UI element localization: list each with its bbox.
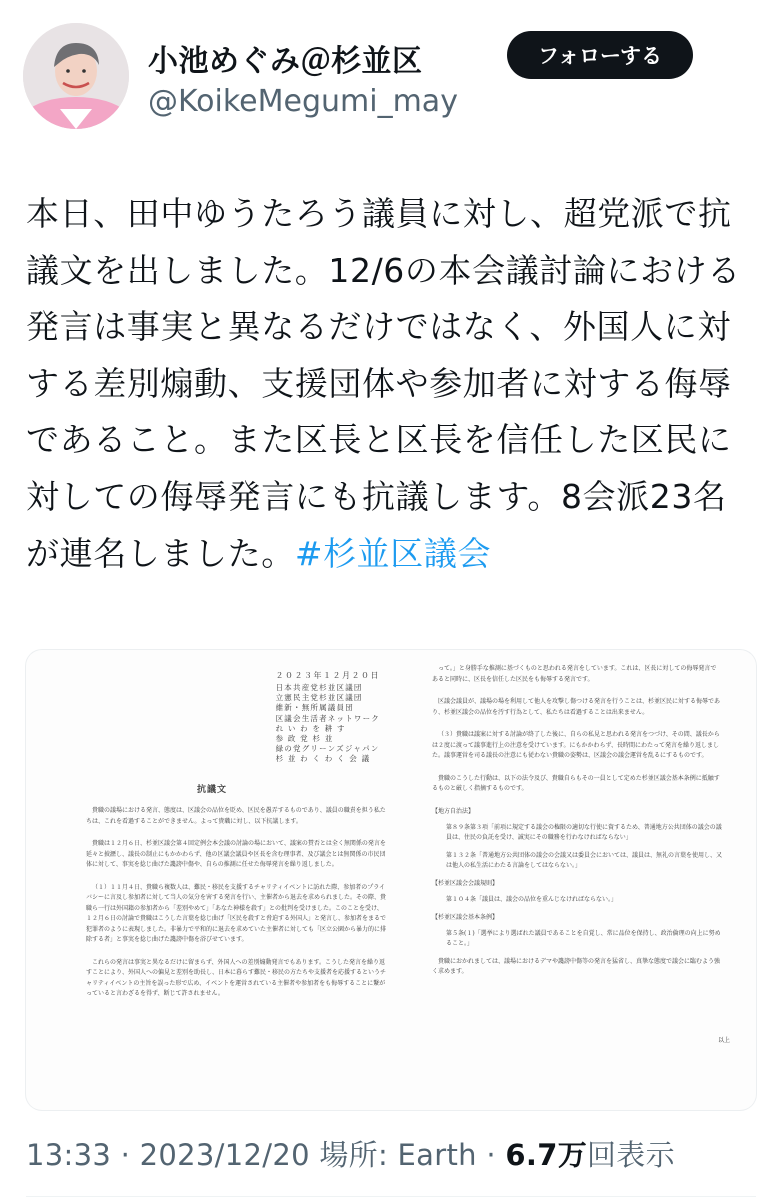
avatar[interactable] [23, 23, 129, 129]
document-paragraph: 区議会議員が、議場の場を利用して他人を攻撃し傷つける発言を行うことは、杉並区民に対する侮辱であり、杉並区議会の品位を汚す行為として、私たちは看過することは出来ません。 [432, 698, 721, 716]
document-right-body [432, 664, 722, 990]
document-paragraph: 貴職は１２月６日、杉並区議会第４回定例会本会議の討論の場において、議案の賛否とは全く無関係の発言を延々と披瀝し、議長の制止にもかかわらず、他の区議会議員や区長を含む理事者、及び議会とは無関係の市民団体に対して、事実を捻じ曲げた讒謗中傷や、自らの推測に任せた侮辱発言を繰り返しました。 [86, 840, 386, 868]
law-text: 第８９条第３項「前項に規定する議会の権限の適切な行使に資するため、普通地方公共団体の議会の議員は、住民の負託を受け、誠実にその職務を行わなければならない」 [446, 823, 722, 841]
document-page-left [26, 650, 398, 1110]
document-closing: 貴職におかれましては、議場におけるデマや讒謗中傷等の発言を猛省し、真摯な態度で議会に臨むよう強く求めます。 [432, 957, 721, 975]
signatory: 緑の党グリーンズジャパン [275, 744, 380, 754]
signatory: れ い わ を 耕 す [275, 723, 346, 733]
tweet-body: 本日、田中ゆうたろう議員に対し、超党派で抗議文を出しました。12/6の本会議討論における発言は事実と異なるだけではなく、外国人に対する差別煽動、支援団体や参加者に対する侮辱であること。また区長と区長を信任した区民に対しての侮辱発言にも抗議します。8会派23名が連名しました。 [26, 194, 741, 573]
view-count-label: 回表示 [587, 1138, 675, 1172]
document-paragraph: これらの発言は事実と異なるだけに留まらず、外国人への差別煽動発言でもあります。こうした発言を繰り返すことにより、外国人への偏見と差別を助長し、日本に暮らす難民・移民の方たちや支援者を応援するというチャリティイベントの主旨を誤った形で広め、イベントを運営されている主催者や参加者をも侮辱することに繋がっていると言わざるを得ず、断じて許されません。 [86, 958, 387, 997]
law-text: 第１０４条「議員は、議会の品位を重んじなければならない。」 [446, 895, 618, 903]
view-count[interactable]: 6.7万 [505, 1138, 587, 1172]
tweet-time[interactable]: 13:33 [26, 1138, 112, 1172]
hashtag-link[interactable]: #杉並区議会 [294, 533, 492, 573]
tweet-header [0, 0, 771, 160]
signatory: 区議会生活者ネットワーク [275, 713, 380, 723]
tweet-date[interactable]: 2023/12/20 [139, 1138, 310, 1172]
document-paragraph: って。」と身勝手な推測に基づくものと思われる発言をしています。これは、区長に対しての侮辱発言であると同時に、区長を信任した区民をも侮辱する発言です。 [432, 665, 717, 683]
follow-button[interactable]: フォローする [507, 31, 693, 79]
tweet-text [26, 186, 756, 582]
document-signatories [276, 683, 380, 765]
law-heading: 【杉並区議会会議規則】 [432, 879, 499, 887]
document-page-right [398, 650, 756, 1110]
user-handle[interactable]: @KoikeMegumi_may [148, 84, 458, 119]
divider [26, 1196, 756, 1197]
document-end-mark: 以上 [717, 1037, 730, 1044]
document-paragraph: 貴職のこうした行動は、以下の法令及び、貴職自らもその一員として定めた杉並区議会基本条例に抵触するものと厳しく指摘するものです。 [432, 774, 720, 792]
document-title: 抗議文 [196, 785, 227, 795]
document-paragraph: 貴職の議場における発言、態度は、区議会の品位を貶め、区民を愚弄するものであり、議員の職責を担う私たちは、これを看過することができません。よって貴職に対し、以下抗議します。 [86, 807, 386, 825]
document-paragraph: （３）貴職は議案に対する討論が終了した後に、自らの私見と思われる発言をつづけ、その間、議長からは２度に渡って議事進行上の注意を受けています。にもかかわらず、長時間にわたって発言を繰り返しました。議事運営を司る議長の注意にも従わない貴職の姿勢は、区議会の議会運営を乱るにするものです。 [432, 731, 720, 759]
signatory: 杉 並 わ く わ く 会 議 [275, 754, 371, 764]
law-text: 第５条(１)「選挙により選ばれた議員であることを自覚し、常に品位を保持し、政治倫理の向上に努めること。」 [446, 929, 721, 947]
document-paragraph: （１）１１月４日、貴職ら複数人は、難民・移民を支援するチャリティイベントに訪れた際、参加者のプライバシーに言及し参加者に対して当人の気分を害する発言を行い、主催者から退去を求められました。その際、貴職ら一行は外国籍の参加者から「差別やめて」「あなた神様を殺す」との批判を受けました。このことを受け、１２月６日の討論で貴職はこうした言葉を捻じ曲げ「区民を殺すと脅迫する外国人」と発言し、参加者をまるで犯罪者のように表現しました。非暴力で平和的に退去を求めていた主催者に対しても「区立公園から暴力的に排除する者」と事実を捻じ曲げた讒謗中傷を浴びせています。 [86, 883, 387, 943]
display-name[interactable]: 小池めぐみ＠杉並区 [148, 44, 423, 79]
attached-document-image[interactable] [26, 650, 756, 1110]
signatory: 維新・無所属議員団 [275, 703, 354, 713]
document-left-body [86, 806, 386, 1012]
profile-photo-icon [23, 23, 129, 129]
tweet-meta [26, 1133, 675, 1174]
law-heading: 【杉並区議会基本条例】 [432, 913, 499, 921]
meta-separator: · [120, 1138, 131, 1172]
law-text: 第１３２条「普通地方公共団体の議会の会議又は委員会においては、議員は、無礼の言葉を使用し、又は他人の私生活にわたる言論をしてはならない。」 [446, 851, 723, 869]
tweet-location[interactable]: 場所: Earth [319, 1138, 477, 1172]
signatory: 立憲民主党杉並区議団 [275, 693, 363, 703]
law-heading: 【地方自治法】 [432, 807, 475, 815]
signatory: 日本共産党杉並区議団 [275, 683, 363, 692]
document-date: ２０２３年１２月２０日 [275, 671, 380, 680]
signatory: 参 政 党 杉 並 [275, 734, 334, 744]
meta-separator: · [486, 1138, 496, 1172]
